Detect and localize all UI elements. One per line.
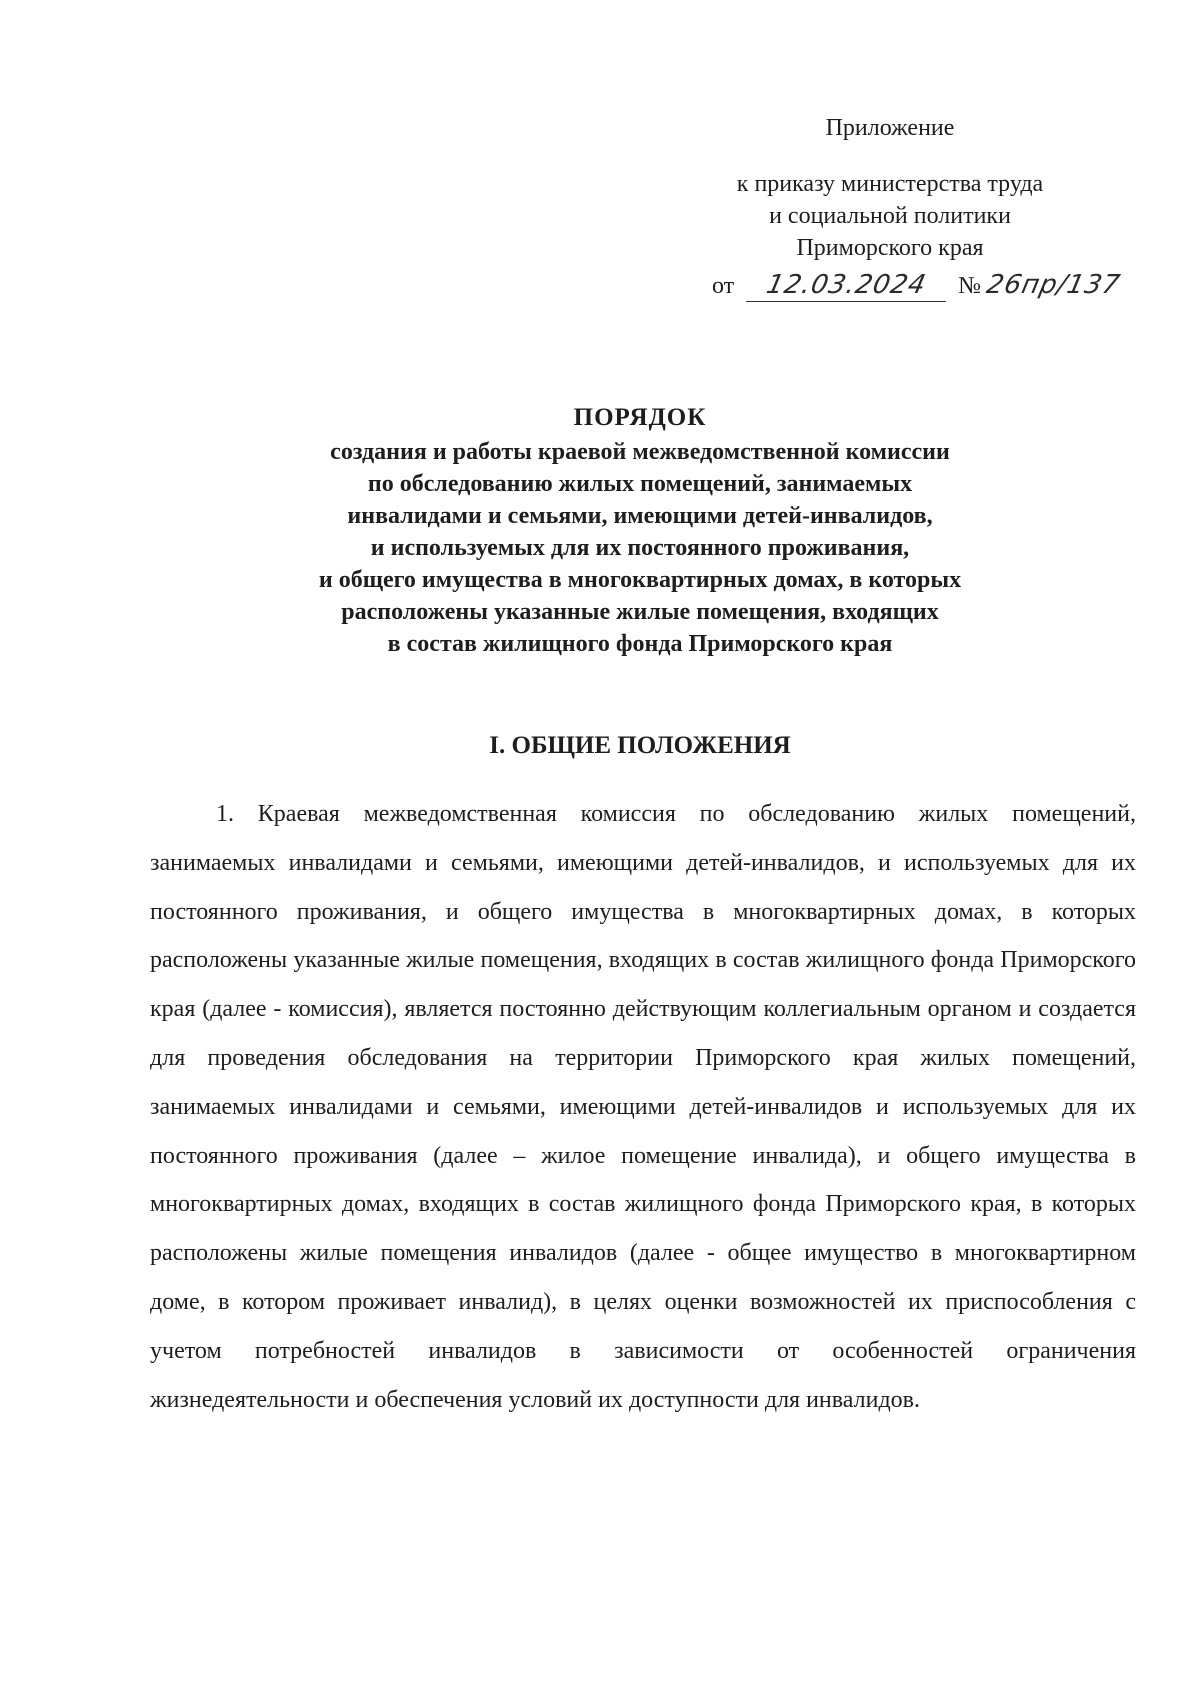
order-number-field [983, 270, 1137, 301]
appendix-title: Приложение [825, 115, 955, 141]
order-date-field [746, 270, 946, 302]
number-label: № [958, 273, 982, 299]
appendix-line: к приказу министерства труда [736, 171, 1044, 197]
title-line: в состав жилищного фонда Приморского края [387, 631, 893, 657]
order-date: 12.03.2024 [763, 270, 929, 300]
appendix-line: и социальной политики [769, 203, 1011, 229]
order-number: 26пр/137 [983, 270, 1124, 300]
title-line: и общего имущества в многоквартирных домах, в которых [318, 567, 962, 593]
section-heading: I. ОБЩИЕ ПОЛОЖЕНИЯ [489, 732, 791, 759]
title-line: по обследованию жилых помещений, занимаемых [367, 471, 913, 497]
appendix-header [680, 112, 1100, 264]
document-title [150, 402, 1130, 660]
order-reference [712, 270, 1132, 302]
title-line: расположены указанные жилые помещения, входящих [341, 599, 939, 625]
title-line: создания и работы краевой межведомственной комиссии [330, 439, 950, 465]
from-label: от [712, 273, 735, 299]
title-main: ПОРЯДОК [573, 404, 707, 431]
title-line: инвалидами и семьями, имеющими детей-инвалидов, [347, 503, 933, 529]
body-paragraph: 1. Краевая межведомственная комиссия по обследованию жилых помещений, занимаемых инвалидами и семьями, имеющими детей-инвалидов, и используемых для их постоянного проживания, и общего имущества в многоквартирных домах, в которых расположены указанные жилые помещения, входящих в состав жилищного фонда Приморского края (далее - комиссия), является постоянно действующим коллегиальным органом и создается для проведения обследования на территории Приморского края жилых помещений, занимаемых инвалидами и семьями, имеющими детей-инвалидов и используемых для их постоянного проживания (далее – жилое помещение инвалида), и общего имущества в многоквартирных домах, входящих в состав жилищного фонда Приморского края, в которых расположены жилые помещения инвалидов (далее - общее имущество в многоквартирном доме, в котором проживает инвалид), в целях оценки возможностей их приспособления с учетом потребностей инвалидов в зависимости от особенностей ограничения жизнедеятельности и обеспечения условий их доступности для инвалидов. [150, 801, 1136, 1413]
title-line: и используемых для их постоянного проживания, [370, 535, 910, 561]
appendix-line: Приморского края [796, 235, 984, 261]
